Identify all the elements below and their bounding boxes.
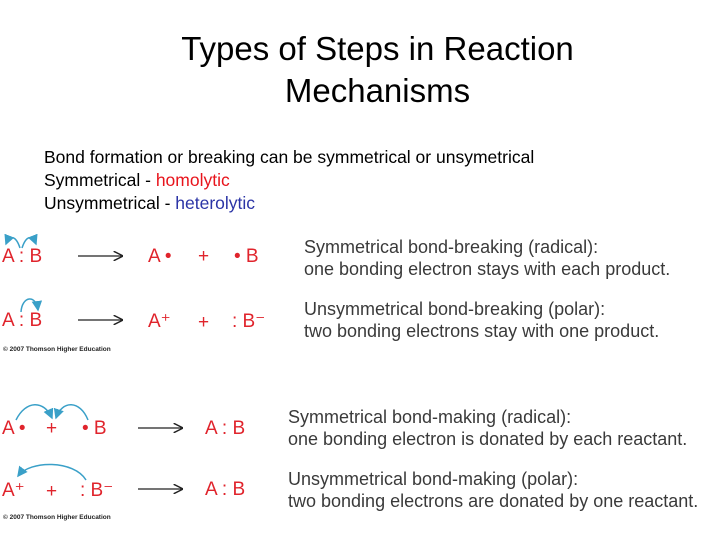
make-row1-desc-line2: one bonding electron is donated by each reactant.	[288, 429, 688, 449]
break-row1-reactant: A : B	[2, 246, 43, 267]
break-row2-product-a: A⁺	[148, 311, 171, 332]
make-row2-product: A : B	[205, 479, 246, 500]
make-row1-reactant-a: A •	[2, 418, 26, 439]
make-row2-reactant-a: A⁺	[2, 480, 25, 501]
make-row1-plus: +	[46, 418, 58, 439]
make-copyright: © 2007 Thomson Higher Education	[3, 514, 111, 521]
homolytic-term: homolytic	[155, 170, 230, 190]
make-row1-desc-line1: Symmetrical bond-making (radical):	[288, 407, 572, 427]
heterolytic-term: heterolytic	[175, 193, 256, 213]
make-row2-plus: +	[46, 481, 58, 502]
make-row2-desc-line2: two bonding electrons are donated by one reactant.	[288, 491, 699, 511]
break-row1-plus: +	[198, 246, 210, 267]
break-row2-desc-line2: two bonding electrons stay with one product.	[304, 321, 660, 341]
break-copyright: © 2007 Thomson Higher Education	[3, 346, 111, 353]
symmetrical-label: Symmetrical -	[44, 170, 156, 190]
unsymmetrical-label: Unsymmetrical -	[44, 193, 176, 213]
curved-arrow-make-2	[18, 464, 86, 480]
title-line-1: Types of Steps in Reaction	[181, 30, 574, 67]
break-row1-desc-line1: Symmetrical bond-breaking (radical):	[304, 237, 599, 257]
break-row1-product-a: A •	[148, 246, 172, 267]
intro-line: Bond formation or breaking can be symmetrical or unsymetrical	[44, 147, 535, 167]
break-row2-desc-line1: Unsymmetrical bond-breaking (polar):	[304, 299, 606, 319]
make-row1-product: A : B	[205, 418, 246, 439]
break-row1-product-b: • B	[234, 246, 259, 267]
break-row1-desc-line2: one bonding electron stays with each product.	[304, 259, 671, 279]
title-line-2: Mechanisms	[284, 72, 471, 109]
break-row2-plus: +	[198, 312, 210, 333]
make-row2-desc-line1: Unsymmetrical bond-making (polar):	[288, 469, 579, 489]
break-row2-reactant: A : B	[2, 310, 43, 331]
make-row1-reactant-b: • B	[82, 418, 107, 439]
break-row2-product-b: : B⁻	[232, 311, 266, 332]
make-row2-reactant-b: : B⁻	[80, 480, 114, 501]
